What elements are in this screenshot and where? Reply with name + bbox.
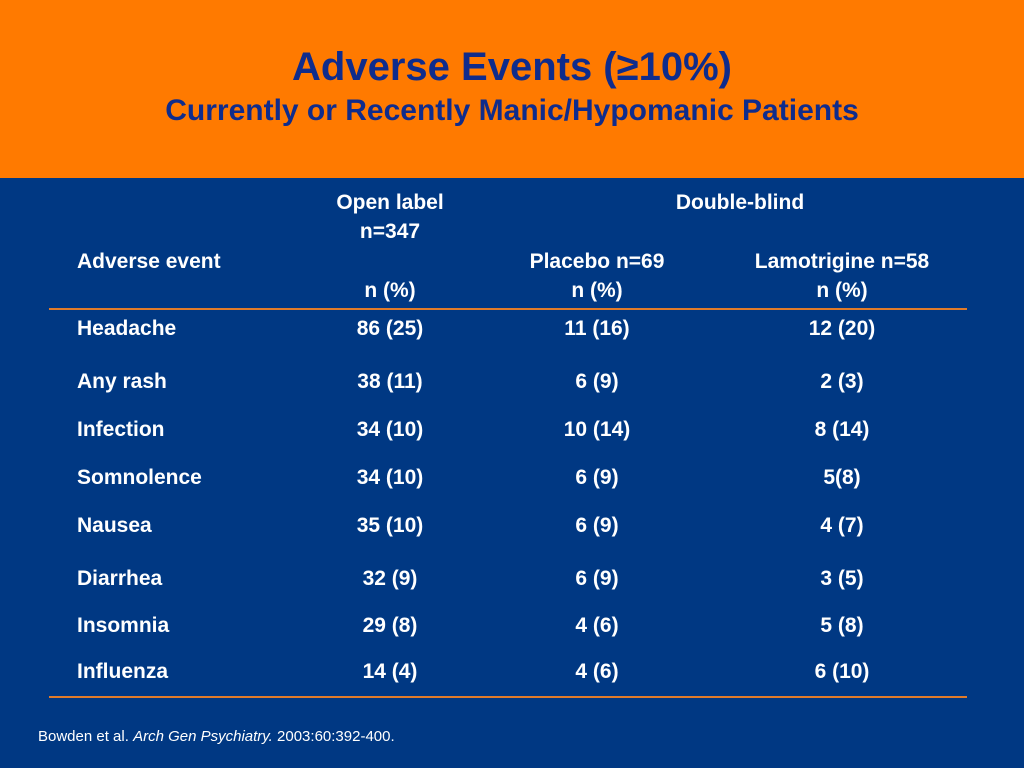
row-lamotrigine: 8 (14) (814, 418, 870, 441)
header-lamotrigine: Lamotrigine n=58 (754, 250, 930, 273)
row-placebo: 4 (6) (575, 614, 619, 637)
header-n-pct-lamotrigine: n (%) (816, 279, 868, 302)
citation-authors: Bowden et al. (38, 728, 129, 745)
row-lamotrigine: 6 (10) (814, 660, 870, 683)
row-event: Somnolence (77, 466, 202, 489)
row-lamotrigine: 4 (7) (820, 514, 864, 537)
slide-title: Adverse Events (≥10%) (292, 45, 732, 89)
header-n-pct-placebo: n (%) (571, 279, 623, 302)
row-placebo: 6 (9) (575, 514, 619, 537)
footer-rule (49, 696, 967, 698)
row-lamotrigine: 5 (8) (820, 614, 864, 637)
citation-journal: Arch Gen Psychiatry. (133, 728, 273, 745)
slide-subtitle: Currently or Recently Manic/Hypomanic Patients (165, 94, 859, 127)
header-n-pct-open: n (%) (364, 279, 416, 302)
row-open: 34 (10) (356, 418, 424, 441)
row-placebo: 11 (16) (564, 317, 630, 340)
row-event: Diarrhea (77, 567, 163, 590)
row-lamotrigine: 2 (3) (820, 370, 864, 393)
header-double-blind: Double-blind (675, 191, 805, 214)
row-open: 34 (10) (356, 466, 424, 489)
header-open-label: Open label (336, 191, 444, 214)
row-event: Insomnia (77, 614, 170, 637)
row-lamotrigine: 3 (5) (820, 567, 864, 590)
row-event: Nausea (77, 514, 152, 537)
row-placebo: 6 (9) (575, 370, 619, 393)
header-open-label-n: n=347 (359, 220, 421, 243)
row-placebo: 6 (9) (575, 466, 619, 489)
row-lamotrigine: 12 (20) (808, 317, 876, 340)
row-open: 14 (4) (362, 660, 418, 683)
citation-details: 2003:60:392-400. (277, 728, 395, 745)
row-event: Any rash (77, 370, 167, 393)
row-placebo: 4 (6) (575, 660, 619, 683)
row-event: Influenza (77, 660, 169, 683)
row-lamotrigine: 5(8) (823, 466, 861, 489)
header-placebo: Placebo n=69 (529, 250, 665, 273)
row-open: 29 (8) (362, 614, 418, 637)
row-open: 38 (11) (357, 370, 423, 393)
header-rule (49, 308, 967, 310)
citation (38, 728, 395, 746)
row-open: 32 (9) (362, 567, 418, 590)
row-event: Infection (77, 418, 165, 441)
row-open: 35 (10) (356, 514, 424, 537)
row-open: 86 (25) (356, 317, 424, 340)
row-placebo: 6 (9) (575, 567, 619, 590)
row-placebo: 10 (14) (563, 418, 631, 441)
row-event: Headache (77, 317, 177, 340)
header-adverse-event: Adverse event (77, 250, 221, 273)
